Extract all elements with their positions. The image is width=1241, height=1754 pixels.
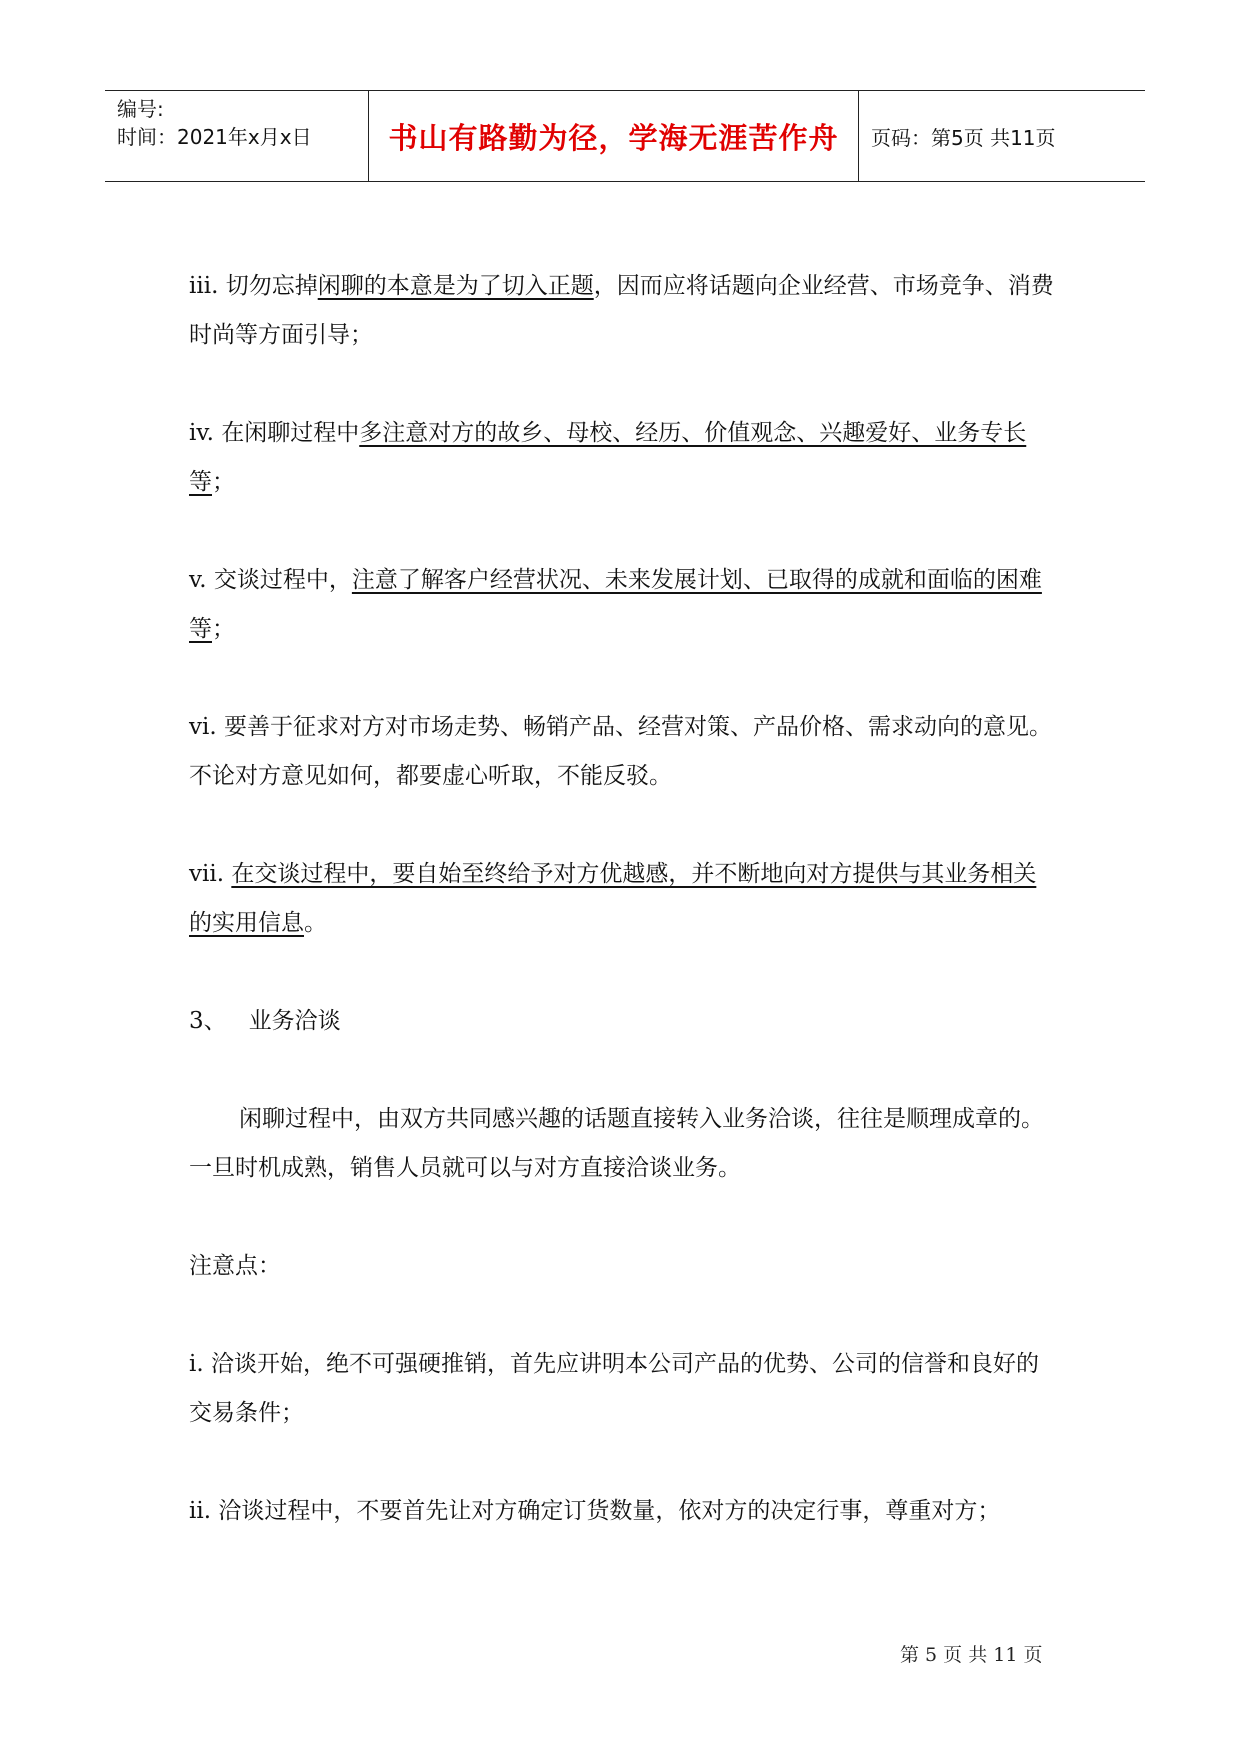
paragraph-v: [189, 556, 1059, 654]
header-motto: 书山有路勤为径，学海无涯苦作舟: [369, 91, 859, 181]
paragraph-text: iv. 在闲聊过程中: [189, 420, 360, 446]
paragraph-text: iii. 切勿忘掉: [189, 273, 318, 299]
header-page-info: 页码：第5页 共11页: [871, 125, 1056, 150]
paragraph-text: ；: [212, 469, 235, 495]
header-meta: [105, 91, 369, 181]
paragraph-text: v. 交谈过程中，: [189, 567, 352, 593]
underlined-text: 注意了解客户经营状况、未来发展计划、已取得的成就和面临的困难等: [189, 567, 1042, 642]
paragraph-iii: [189, 262, 1059, 360]
underlined-text: 闲聊的本意是为了切入正题: [317, 273, 594, 299]
page-footer: 第 5 页 共 11 页: [900, 1644, 1043, 1666]
section-heading-3: 3、 业务洽谈: [189, 1008, 341, 1034]
paragraph-iv: [189, 409, 1059, 507]
notes-heading: 注意点：: [189, 1253, 281, 1279]
paragraph-text: ，因而应将话题向企业经营、市场竞争、消费时尚等方面引导；: [189, 273, 1054, 348]
paragraph-vii: [189, 850, 1059, 948]
paragraph-note-ii: ii. 洽谈过程中，不要首先让对方确定订货数量，依对方的决定行事，尊重对方；: [189, 1498, 1001, 1524]
document-number-label: 编号:: [117, 97, 164, 121]
paragraph-text: ；: [212, 616, 235, 642]
document-body: [189, 262, 1059, 1585]
underlined-text: 在交谈过程中，要自始至终给予对方优越感，并不断地向对方提供与其业务相关的实用信息: [189, 861, 1037, 936]
underlined-text: 多注意对方的故乡、母校、经历、价值观念、兴趣爱好、业务专长等: [189, 420, 1027, 495]
paragraph-negotiation: 闲聊过程中，由双方共同感兴趣的话题直接转入业务洽谈，往往是顺理成章的。一旦时机成熟，销售人员就可以与对方直接洽谈业务。: [189, 1106, 1044, 1181]
paragraph-text: 。: [304, 910, 327, 936]
paragraph-vi: vi. 要善于征求对方对市场走势、畅销产品、经营对策、产品价格、需求动向的意见。不论对方意见如何，都要虚心听取，不能反驳。: [189, 714, 1052, 789]
document-date: 时间：2021年x月x日: [117, 125, 312, 149]
paragraph-note-i: i. 洽谈开始，绝不可强硬推销，首先应讲明本公司产品的优势、公司的信誉和良好的交易条件；: [189, 1351, 1039, 1426]
paragraph-text: vii.: [189, 861, 232, 887]
page-header: [105, 90, 1145, 182]
